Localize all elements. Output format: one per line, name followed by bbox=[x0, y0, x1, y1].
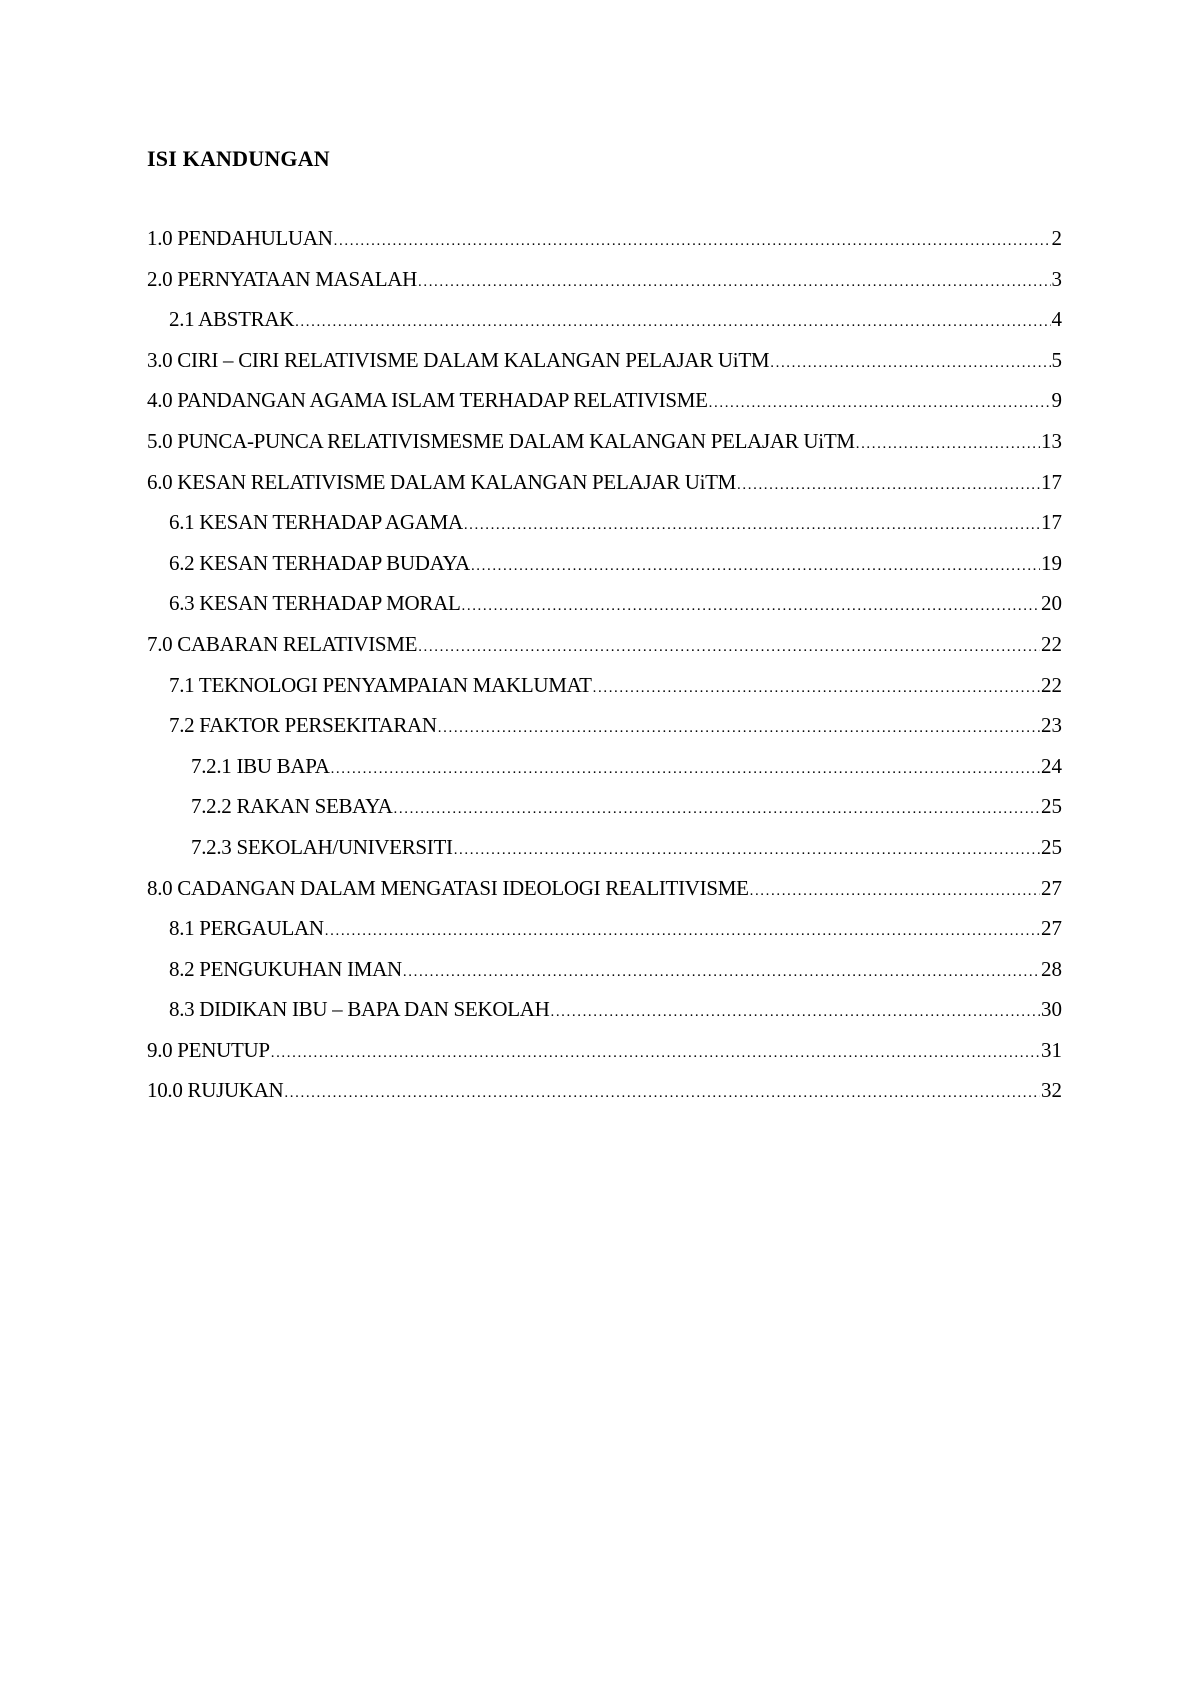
toc-entry-page-number: 23 bbox=[1041, 713, 1062, 738]
toc-entry[interactable] bbox=[147, 502, 1062, 543]
toc-entry-page-number: 27 bbox=[1041, 875, 1062, 900]
toc-entry[interactable] bbox=[147, 543, 1062, 584]
toc-dot-leader bbox=[271, 1033, 1040, 1074]
toc-entry[interactable] bbox=[147, 868, 1062, 909]
toc-dot-leader bbox=[709, 383, 1051, 424]
toc-dot-leader bbox=[550, 992, 1040, 1033]
toc-entry[interactable] bbox=[147, 624, 1062, 665]
toc-entry[interactable] bbox=[147, 1070, 1062, 1111]
toc-entry-label: 7.0 CABARAN RELATIVISME bbox=[147, 631, 418, 656]
toc-dot-leader bbox=[737, 465, 1040, 506]
toc-entry[interactable] bbox=[147, 786, 1062, 827]
toc-entry-label: 1.0 PENDAHULUAN bbox=[147, 226, 333, 250]
toc-entry-label: 3.0 CIRI – CIRI RELATIVISME DALAM KALANGAN PELAJAR UiTM bbox=[147, 347, 770, 372]
toc-entry[interactable] bbox=[147, 949, 1062, 990]
toc-entry[interactable] bbox=[147, 259, 1062, 300]
toc-dot-leader bbox=[284, 1073, 1040, 1114]
toc-entry-label: 9.0 PENUTUP bbox=[147, 1037, 270, 1062]
toc-dot-leader bbox=[856, 424, 1040, 465]
toc-dot-leader bbox=[403, 952, 1040, 993]
toc-entry-label: 4.0 PANDANGAN AGAMA ISLAM TERHADAP RELATIVISME bbox=[147, 388, 708, 413]
toc-heading: ISI KANDUNGAN bbox=[147, 146, 330, 171]
toc-entry-label: 6.3 KESAN TERHADAP MORAL bbox=[169, 591, 461, 616]
toc-entry[interactable] bbox=[147, 218, 1062, 259]
toc-entry-page-number: 30 bbox=[1041, 997, 1062, 1022]
toc-entry-label: 2.1 ABSTRAK bbox=[169, 307, 295, 332]
toc-entry-label: 2.0 PERNYATAAN MASALAH bbox=[147, 266, 417, 291]
toc-entry-page-number: 3 bbox=[1051, 266, 1062, 291]
toc-entry-page-number: 17 bbox=[1041, 510, 1062, 535]
toc-entry-page-number: 13 bbox=[1041, 428, 1062, 453]
toc-entry-page-number: 24 bbox=[1041, 753, 1062, 778]
toc-entry-label: 7.1 TEKNOLOGI PENYAMPAIAN MAKLUMAT bbox=[169, 672, 592, 697]
toc-dot-leader bbox=[418, 262, 1051, 303]
toc-entry-page-number: 31 bbox=[1041, 1037, 1062, 1062]
toc-entry-label: 7.2.1 IBU BAPA bbox=[191, 753, 330, 778]
toc-entry-page-number: 9 bbox=[1051, 388, 1062, 413]
toc-entry-page-number: 25 bbox=[1041, 834, 1062, 859]
toc-entry-label: 8.0 CADANGAN DALAM MENGATASI IDEOLOGI REALITIVISME bbox=[147, 875, 749, 900]
toc-entry[interactable] bbox=[147, 421, 1062, 462]
toc-entry-page-number: 2 bbox=[1051, 226, 1062, 250]
toc-entry-page-number: 22 bbox=[1041, 672, 1062, 697]
toc-entry-label: 7.2.2 RAKAN SEBAYA bbox=[191, 794, 393, 819]
toc-entry-label: 8.2 PENGUKUHAN IMAN bbox=[169, 956, 402, 981]
toc-entry-page-number: 20 bbox=[1041, 591, 1062, 616]
toc-dot-leader bbox=[418, 627, 1040, 668]
toc-entry-page-number: 28 bbox=[1041, 956, 1062, 981]
table-of-contents bbox=[147, 218, 1062, 1111]
toc-entry-label: 8.3 DIDIKAN IBU – BAPA DAN SEKOLAH bbox=[169, 997, 550, 1022]
toc-dot-leader bbox=[750, 871, 1040, 912]
toc-entry-label: 6.1 KESAN TERHADAP AGAMA bbox=[169, 510, 463, 535]
toc-entry-page-number: 32 bbox=[1041, 1078, 1062, 1103]
toc-entry-label: 8.1 PERGAULAN bbox=[169, 916, 324, 941]
toc-entry-page-number: 22 bbox=[1041, 631, 1062, 656]
toc-dot-leader bbox=[454, 830, 1040, 871]
toc-dot-leader bbox=[438, 708, 1040, 749]
toc-entry-page-number: 25 bbox=[1041, 794, 1062, 819]
toc-entry-page-number: 27 bbox=[1041, 916, 1062, 941]
toc-dot-leader bbox=[394, 789, 1040, 830]
toc-entry-label: 7.2 FAKTOR PERSEKITARAN bbox=[169, 713, 437, 738]
toc-entry[interactable] bbox=[147, 340, 1062, 381]
toc-dot-leader bbox=[295, 302, 1050, 343]
toc-dot-leader bbox=[471, 546, 1040, 587]
toc-entry[interactable] bbox=[147, 380, 1062, 421]
toc-entry[interactable] bbox=[147, 299, 1062, 340]
toc-dot-leader bbox=[334, 221, 1051, 262]
toc-dot-leader bbox=[462, 586, 1041, 627]
toc-entry[interactable] bbox=[147, 827, 1062, 868]
toc-entry-page-number: 19 bbox=[1041, 550, 1062, 575]
toc-dot-leader bbox=[464, 505, 1040, 546]
toc-entry-label: 10.0 RUJUKAN bbox=[147, 1078, 284, 1103]
toc-entry[interactable] bbox=[147, 746, 1062, 787]
toc-entry[interactable] bbox=[147, 665, 1062, 706]
toc-entry[interactable] bbox=[147, 908, 1062, 949]
toc-entry-label: 7.2.3 SEKOLAH/UNIVERSITI bbox=[191, 834, 453, 859]
toc-entry-page-number: 4 bbox=[1051, 307, 1062, 332]
toc-entry[interactable] bbox=[147, 989, 1062, 1030]
toc-dot-leader bbox=[593, 668, 1040, 709]
toc-entry-label: 6.2 KESAN TERHADAP BUDAYA bbox=[169, 550, 470, 575]
toc-entry-page-number: 17 bbox=[1041, 469, 1062, 494]
toc-dot-leader bbox=[770, 343, 1050, 384]
toc-dot-leader bbox=[331, 749, 1040, 790]
toc-entry[interactable] bbox=[147, 462, 1062, 503]
toc-entry-label: 5.0 PUNCA-PUNCA RELATIVISMESME DALAM KALANGAN PELAJAR UiTM bbox=[147, 428, 855, 453]
toc-dot-leader bbox=[325, 911, 1040, 952]
toc-entry[interactable] bbox=[147, 583, 1062, 624]
toc-entry[interactable] bbox=[147, 1030, 1062, 1071]
toc-entry[interactable] bbox=[147, 705, 1062, 746]
toc-entry-page-number: 5 bbox=[1051, 347, 1062, 372]
toc-entry-label: 6.0 KESAN RELATIVISME DALAM KALANGAN PELAJAR UiTM bbox=[147, 469, 737, 494]
